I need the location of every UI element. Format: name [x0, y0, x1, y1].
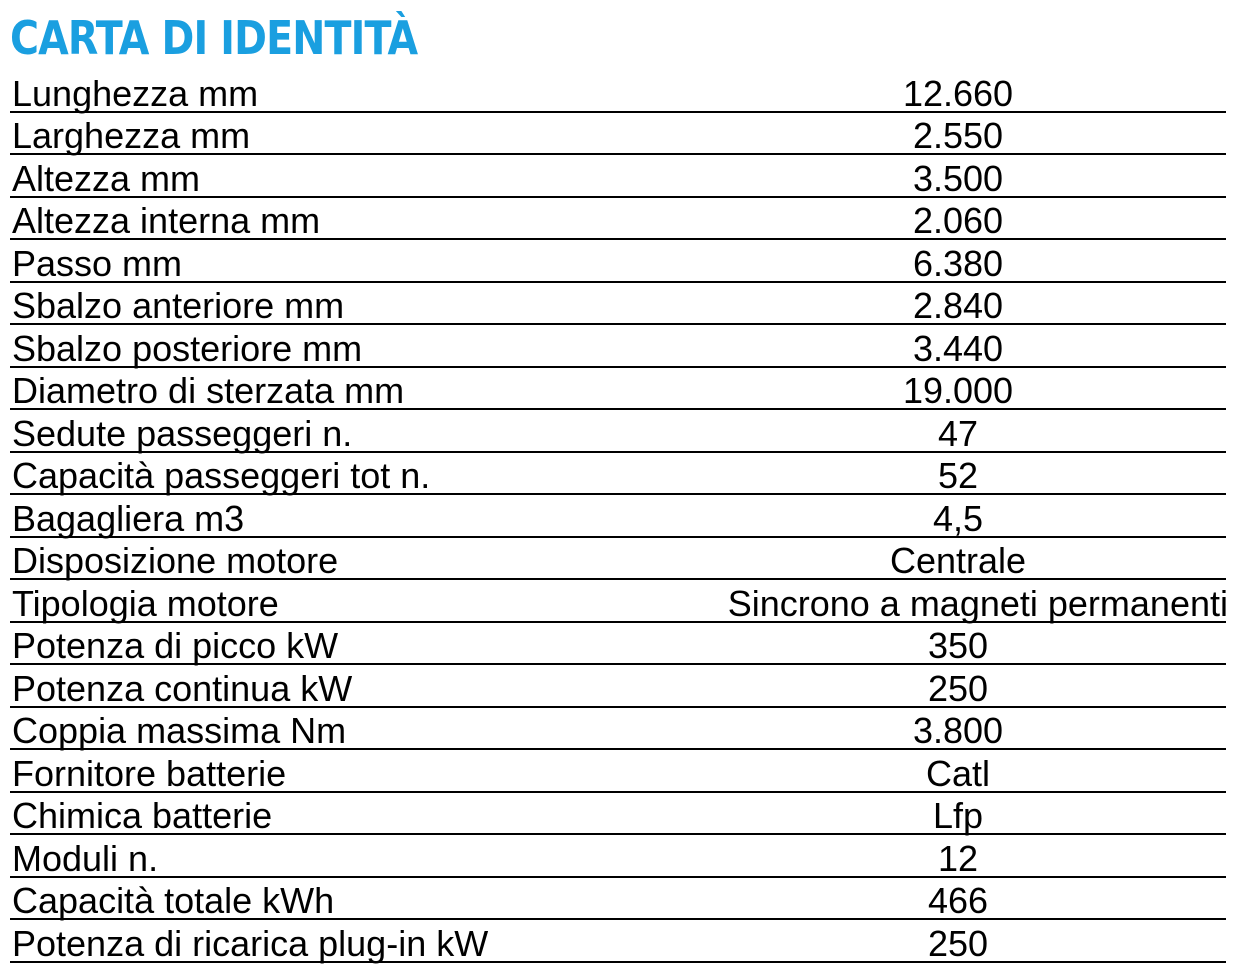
spec-label: Potenza di picco kW [12, 625, 339, 666]
table-row [10, 708, 1226, 751]
spec-value: 12 [937, 837, 979, 879]
spec-value: Sincrono a magneti permanenti [727, 582, 1228, 624]
table-row [10, 368, 1226, 411]
spec-label: Potenza continua kW [12, 667, 353, 709]
table-row [10, 623, 1226, 666]
spec-value: 6.380 [912, 242, 1004, 284]
table-row [10, 835, 1226, 878]
table-row [10, 920, 1226, 963]
spec-value: 19.000 [902, 370, 1014, 411]
spec-label: Disposizione motore [12, 540, 339, 581]
spec-label: Tipologia motore [12, 582, 279, 624]
spec-table [10, 70, 1226, 963]
spec-value: 47 [937, 412, 979, 454]
spec-label: Altezza mm [12, 157, 201, 199]
spec-value: 350 [927, 625, 989, 666]
spec-label: Sbalzo posteriore mm [12, 327, 363, 369]
table-row [10, 70, 1226, 113]
table-row [10, 325, 1226, 368]
table-row [10, 580, 1226, 623]
table-row [10, 410, 1226, 453]
spec-label: Fornitore batterie [12, 752, 287, 794]
spec-label: Diametro di sterzata mm [12, 370, 405, 411]
spec-label: Altezza interna mm [12, 200, 321, 241]
table-row [10, 538, 1226, 581]
spec-label: Larghezza mm [12, 115, 251, 156]
page-title: CARTA DI IDENTITÀ [10, 11, 418, 65]
table-row [10, 453, 1226, 496]
spec-value: Centrale [889, 540, 1027, 581]
spec-value: 466 [927, 880, 989, 921]
spec-value: 3.800 [912, 710, 1004, 751]
spec-value: 2.060 [912, 200, 1004, 241]
table-row [10, 495, 1226, 538]
spec-label: Sedute passeggeri n. [12, 412, 353, 454]
spec-label: Bagagliera m3 [12, 497, 245, 539]
table-row [10, 750, 1226, 793]
spec-label: Coppia massima Nm [12, 710, 347, 751]
spec-value: 250 [927, 667, 989, 709]
spec-label: Sbalzo anteriore mm [12, 285, 345, 326]
spec-value: 12.660 [902, 72, 1014, 114]
spec-label: Potenza di ricarica plug-in kW [12, 922, 489, 964]
table-row [10, 113, 1226, 156]
spec-value: Lfp [932, 795, 984, 836]
spec-value: 3.440 [912, 327, 1004, 369]
spec-value: Catl [925, 752, 991, 794]
table-row [10, 878, 1226, 921]
spec-value: 3.500 [912, 157, 1004, 199]
spec-label: Moduli n. [12, 837, 159, 879]
table-row [10, 155, 1226, 198]
table-row [10, 198, 1226, 241]
spec-label: Capacità totale kWh [12, 880, 335, 921]
spec-label: Capacità passeggeri tot n. [12, 455, 431, 496]
table-row [10, 793, 1226, 836]
spec-value: 250 [927, 922, 989, 964]
spec-value: 2.840 [912, 285, 1004, 326]
spec-value: 4,5 [932, 497, 984, 539]
spec-value: 2.550 [912, 115, 1004, 156]
spec-label: Passo mm [12, 242, 183, 284]
spec-value: 52 [937, 455, 979, 496]
table-row [10, 240, 1226, 283]
spec-label: Chimica batterie [12, 795, 273, 836]
spec-label: Lunghezza mm [12, 72, 259, 114]
table-row [10, 283, 1226, 326]
table-row [10, 665, 1226, 708]
